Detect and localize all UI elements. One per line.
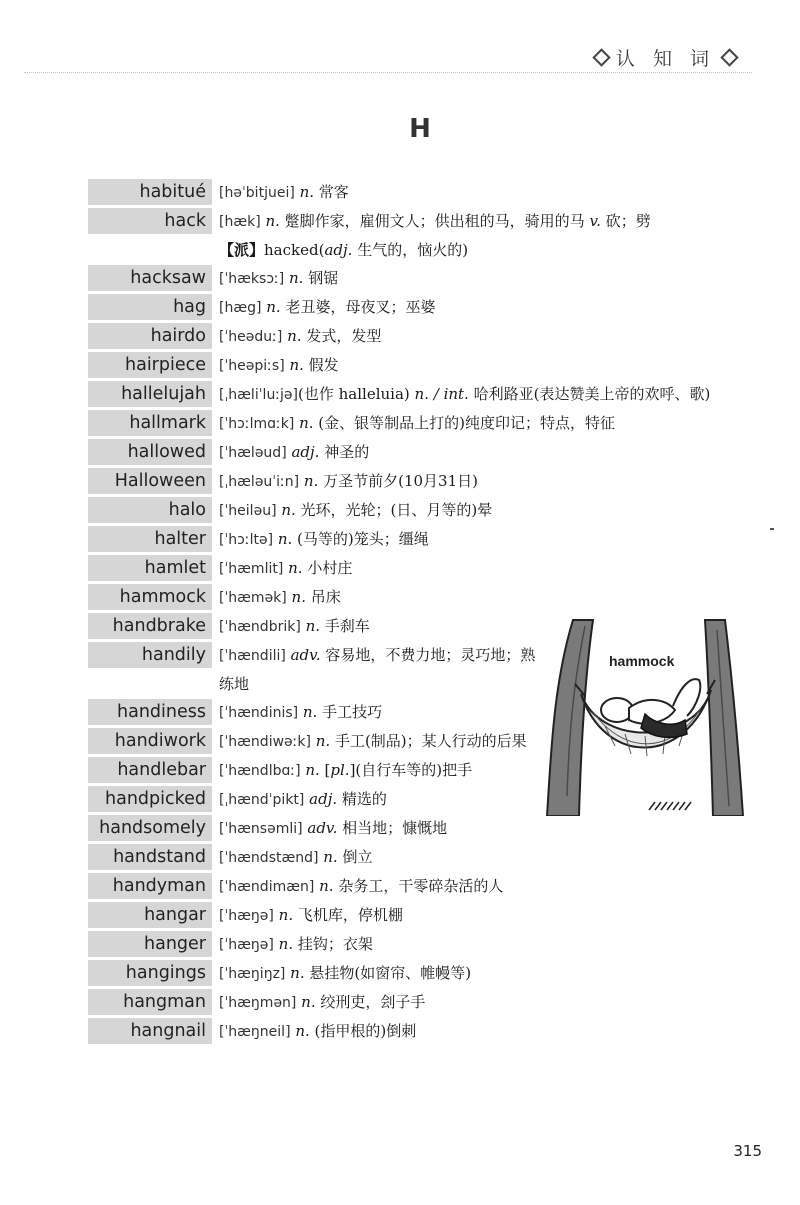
definition xyxy=(212,727,539,756)
entry xyxy=(88,496,748,525)
part-of-speech: n. xyxy=(291,588,306,606)
part-of-speech: n. xyxy=(265,212,280,230)
hammock-illustration xyxy=(545,616,745,816)
running-header xyxy=(587,44,744,71)
meaning: 发式，发型 xyxy=(306,327,382,345)
ipa: [ˈhæŋə] xyxy=(219,908,274,924)
definition xyxy=(212,207,748,264)
meaning: 手工(制品)；某人行动的后果 xyxy=(334,732,527,750)
definition xyxy=(212,901,748,930)
part-of-speech: n. xyxy=(278,906,294,924)
ground-hatch xyxy=(649,802,691,810)
ipa: [ˈhændiwəːk] xyxy=(219,734,311,750)
ipa: [ˈheiləu] xyxy=(219,503,277,519)
headword: handyman xyxy=(88,873,212,899)
plural-label: pl. xyxy=(330,761,350,779)
header-title: 认 知 词 xyxy=(615,48,715,70)
definition xyxy=(212,178,748,207)
headword: hairdo xyxy=(88,323,212,349)
definition xyxy=(212,409,748,438)
part-of-speech: n. xyxy=(299,414,314,432)
entry xyxy=(88,467,748,496)
meaning: 吊床 xyxy=(310,588,341,606)
ipa: [ˈhæksɔː] xyxy=(219,271,285,287)
headword: hag xyxy=(88,294,212,320)
scan-speck xyxy=(770,528,774,530)
ipa: [ˈhændinis] xyxy=(219,705,299,721)
meaning: 飞机库，停机棚 xyxy=(297,906,403,924)
entry xyxy=(88,178,748,207)
headword: Halloween xyxy=(88,468,212,494)
definition xyxy=(212,814,748,843)
meaning: 悬挂物(如窗帘、帷幔等) xyxy=(309,964,472,982)
headword: handbrake xyxy=(88,613,212,639)
right-tree-trunk xyxy=(705,620,743,816)
definition xyxy=(212,641,539,698)
meaning: 相当地；慷慨地 xyxy=(342,819,448,837)
headword: hangar xyxy=(88,902,212,928)
headword: handstand xyxy=(88,844,212,870)
definition xyxy=(212,380,748,409)
ipa: [hæg] xyxy=(219,300,262,316)
illustration-label: hammock xyxy=(609,653,675,669)
part-of-speech: n. xyxy=(303,472,319,490)
meaning: (金、银等制品上打的)纯度印记；特点，特征 xyxy=(318,414,616,432)
entry-list xyxy=(88,178,748,1046)
ipa: [ˈhændbrik] xyxy=(219,619,301,635)
entry xyxy=(88,959,748,988)
ipa: [ˈhɔːltə] xyxy=(219,532,274,548)
definition xyxy=(212,525,748,554)
headword: hallowed xyxy=(88,439,212,465)
meaning: 常客 xyxy=(318,183,349,201)
entry xyxy=(88,930,748,959)
entry xyxy=(88,207,748,264)
part-of-speech: n. / int. xyxy=(414,385,469,403)
definition xyxy=(212,872,748,901)
part-of-speech: n. xyxy=(290,964,305,982)
part-of-speech: adv. xyxy=(290,646,321,664)
meaning: 倒立 xyxy=(342,848,373,866)
definition xyxy=(212,351,748,380)
meaning: 挂钩；衣架 xyxy=(297,935,373,953)
part-of-speech: n. xyxy=(305,761,320,779)
entry xyxy=(88,438,748,467)
part-of-speech: n. xyxy=(288,559,303,577)
part-of-speech: n. xyxy=(302,703,318,721)
definition xyxy=(212,554,748,583)
meaning: 精选的 xyxy=(341,790,387,808)
ipa: [ˈhænsəmli] xyxy=(219,821,303,837)
ipa: [hæk] xyxy=(219,214,261,230)
entry xyxy=(88,988,748,1017)
definition xyxy=(212,293,748,322)
meaning: 假发 xyxy=(308,356,339,374)
ipa: [ˈhæmək] xyxy=(219,590,287,606)
ipa: [ˌhæləuˈiːn] xyxy=(219,474,300,490)
definition xyxy=(212,1017,748,1046)
derivative-label: 【派】 xyxy=(219,241,265,259)
header-divider xyxy=(24,72,752,73)
headword: handpicked xyxy=(88,786,212,812)
meaning: 哈利路亚(表达赞美上帝的欢呼、歌) xyxy=(473,385,711,403)
bracket: [ xyxy=(324,761,331,779)
entry xyxy=(88,843,748,872)
part-of-speech: n. xyxy=(278,935,294,953)
headword: halo xyxy=(88,497,212,523)
meaning: 杂务工，干零碎杂活的人 xyxy=(338,877,504,895)
part-of-speech: n. xyxy=(287,327,302,345)
part-of-speech: n. xyxy=(289,356,304,374)
meaning: 神圣的 xyxy=(324,443,370,461)
derivative-meaning: 生气的，恼火的) xyxy=(357,241,469,259)
definition xyxy=(212,467,748,496)
entry xyxy=(88,380,748,409)
part-of-speech: n. xyxy=(295,1022,310,1040)
meaning: 光环，光轮；(日、月等的)晕 xyxy=(300,501,493,519)
entry xyxy=(88,1017,748,1046)
ipa: [ˈhændstænd] xyxy=(219,850,319,866)
part-of-speech: adv. xyxy=(307,819,338,837)
headword: handiness xyxy=(88,699,212,725)
definition xyxy=(212,496,748,525)
headword: handily xyxy=(88,642,212,668)
headword: hallelujah xyxy=(88,381,212,407)
diamond-icon xyxy=(592,48,610,66)
headword: hallmark xyxy=(88,410,212,436)
ipa: [ˈhæŋə] xyxy=(219,937,274,953)
ipa: [ˈheəpiːs] xyxy=(219,358,285,374)
definition xyxy=(212,930,748,959)
meaning: 钢锯 xyxy=(308,269,339,287)
part-of-speech: n. xyxy=(319,877,334,895)
headword: hammock xyxy=(88,584,212,610)
entry xyxy=(88,293,748,322)
meaning: 手工技巧 xyxy=(322,703,383,721)
headword: hacksaw xyxy=(88,265,212,291)
page-number: 315 xyxy=(733,1142,762,1160)
headword: halter xyxy=(88,526,212,552)
ipa: [ˈhændimæn] xyxy=(219,879,315,895)
note: (也作 halleluia) xyxy=(298,385,410,403)
ipa: [ˌhæliˈluːjə] xyxy=(219,387,299,403)
part-of-speech: n. xyxy=(288,269,304,287)
part-of-speech: v. xyxy=(589,212,601,230)
ipa: [ˈhændlbɑː] xyxy=(219,763,301,779)
meaning: 手刹车 xyxy=(324,617,370,635)
part-of-speech: n. xyxy=(266,298,281,316)
entry xyxy=(88,409,748,438)
entry xyxy=(88,583,748,612)
headword: hack xyxy=(88,208,212,234)
headword: habitué xyxy=(88,179,212,205)
ipa: [ˈheəduː] xyxy=(219,329,283,345)
meaning: 绞刑吏，刽子手 xyxy=(320,993,426,1011)
definition xyxy=(212,438,748,467)
part-of-speech: n. xyxy=(299,183,315,201)
meaning: 老丑婆，母夜叉；巫婆 xyxy=(285,298,436,316)
meaning: 蹩脚作家，雇佣文人；供出租的马，骑用的马 xyxy=(284,212,585,230)
definition xyxy=(212,322,748,351)
part-of-speech: adj. xyxy=(309,790,338,808)
meaning: (马等的)笼头；缰绳 xyxy=(297,530,429,548)
ipa: [ˈhɔːlmɑːk] xyxy=(219,416,295,432)
entry xyxy=(88,264,748,293)
headword: handsomely xyxy=(88,815,212,841)
definition xyxy=(212,843,748,872)
entry xyxy=(88,872,748,901)
ipa: [ˌhændˈpikt] xyxy=(219,792,305,808)
entry xyxy=(88,525,748,554)
part-of-speech: n. xyxy=(323,848,338,866)
ipa: [həˈbitjuei] xyxy=(219,185,295,201)
ipa: [ˈhæŋneil] xyxy=(219,1024,291,1040)
meaning: (指甲根的)倒刺 xyxy=(314,1022,417,1040)
definition xyxy=(212,959,748,988)
left-tree-trunk xyxy=(547,620,593,816)
meaning: 容易地，不费力地；灵巧地；熟练地 xyxy=(219,646,536,693)
entry xyxy=(88,322,748,351)
headword: hamlet xyxy=(88,555,212,581)
headword: hangnail xyxy=(88,1018,212,1044)
part-of-speech: adj. xyxy=(324,241,353,259)
person-legs xyxy=(673,679,700,716)
meaning: 砍；劈 xyxy=(605,212,651,230)
meaning: 万圣节前夕(10月31日) xyxy=(323,472,478,490)
ipa: [ˈhændili] xyxy=(219,648,286,664)
ipa: [ˈhæŋiŋz] xyxy=(219,966,286,982)
part-of-speech: n. xyxy=(277,530,293,548)
headword: handiwork xyxy=(88,728,212,754)
ipa: [ˈhæləud] xyxy=(219,445,287,461)
part-of-speech: n. xyxy=(305,617,321,635)
entry xyxy=(88,554,748,583)
headword: hairpiece xyxy=(88,352,212,378)
part-of-speech: n. xyxy=(301,993,316,1011)
definition xyxy=(212,988,748,1017)
headword: hanger xyxy=(88,931,212,957)
part-of-speech: n. xyxy=(281,501,296,519)
section-letter: H xyxy=(409,114,431,144)
ipa: [ˈhæŋmən] xyxy=(219,995,297,1011)
headword: hangings xyxy=(88,960,212,986)
ipa: [ˈhæmlit] xyxy=(219,561,284,577)
part-of-speech: n. xyxy=(315,732,331,750)
entry xyxy=(88,351,748,380)
diamond-icon xyxy=(720,48,738,66)
definition xyxy=(212,583,748,612)
part-of-speech: adj. xyxy=(291,443,320,461)
derivative-word: hacked( xyxy=(264,241,325,259)
meaning: 小村庄 xyxy=(307,559,353,577)
headword: hangman xyxy=(88,989,212,1015)
meaning: ](自行车等的)把手 xyxy=(349,761,473,779)
entry xyxy=(88,901,748,930)
entry xyxy=(88,814,748,843)
headword: handlebar xyxy=(88,757,212,783)
definition xyxy=(212,264,748,293)
